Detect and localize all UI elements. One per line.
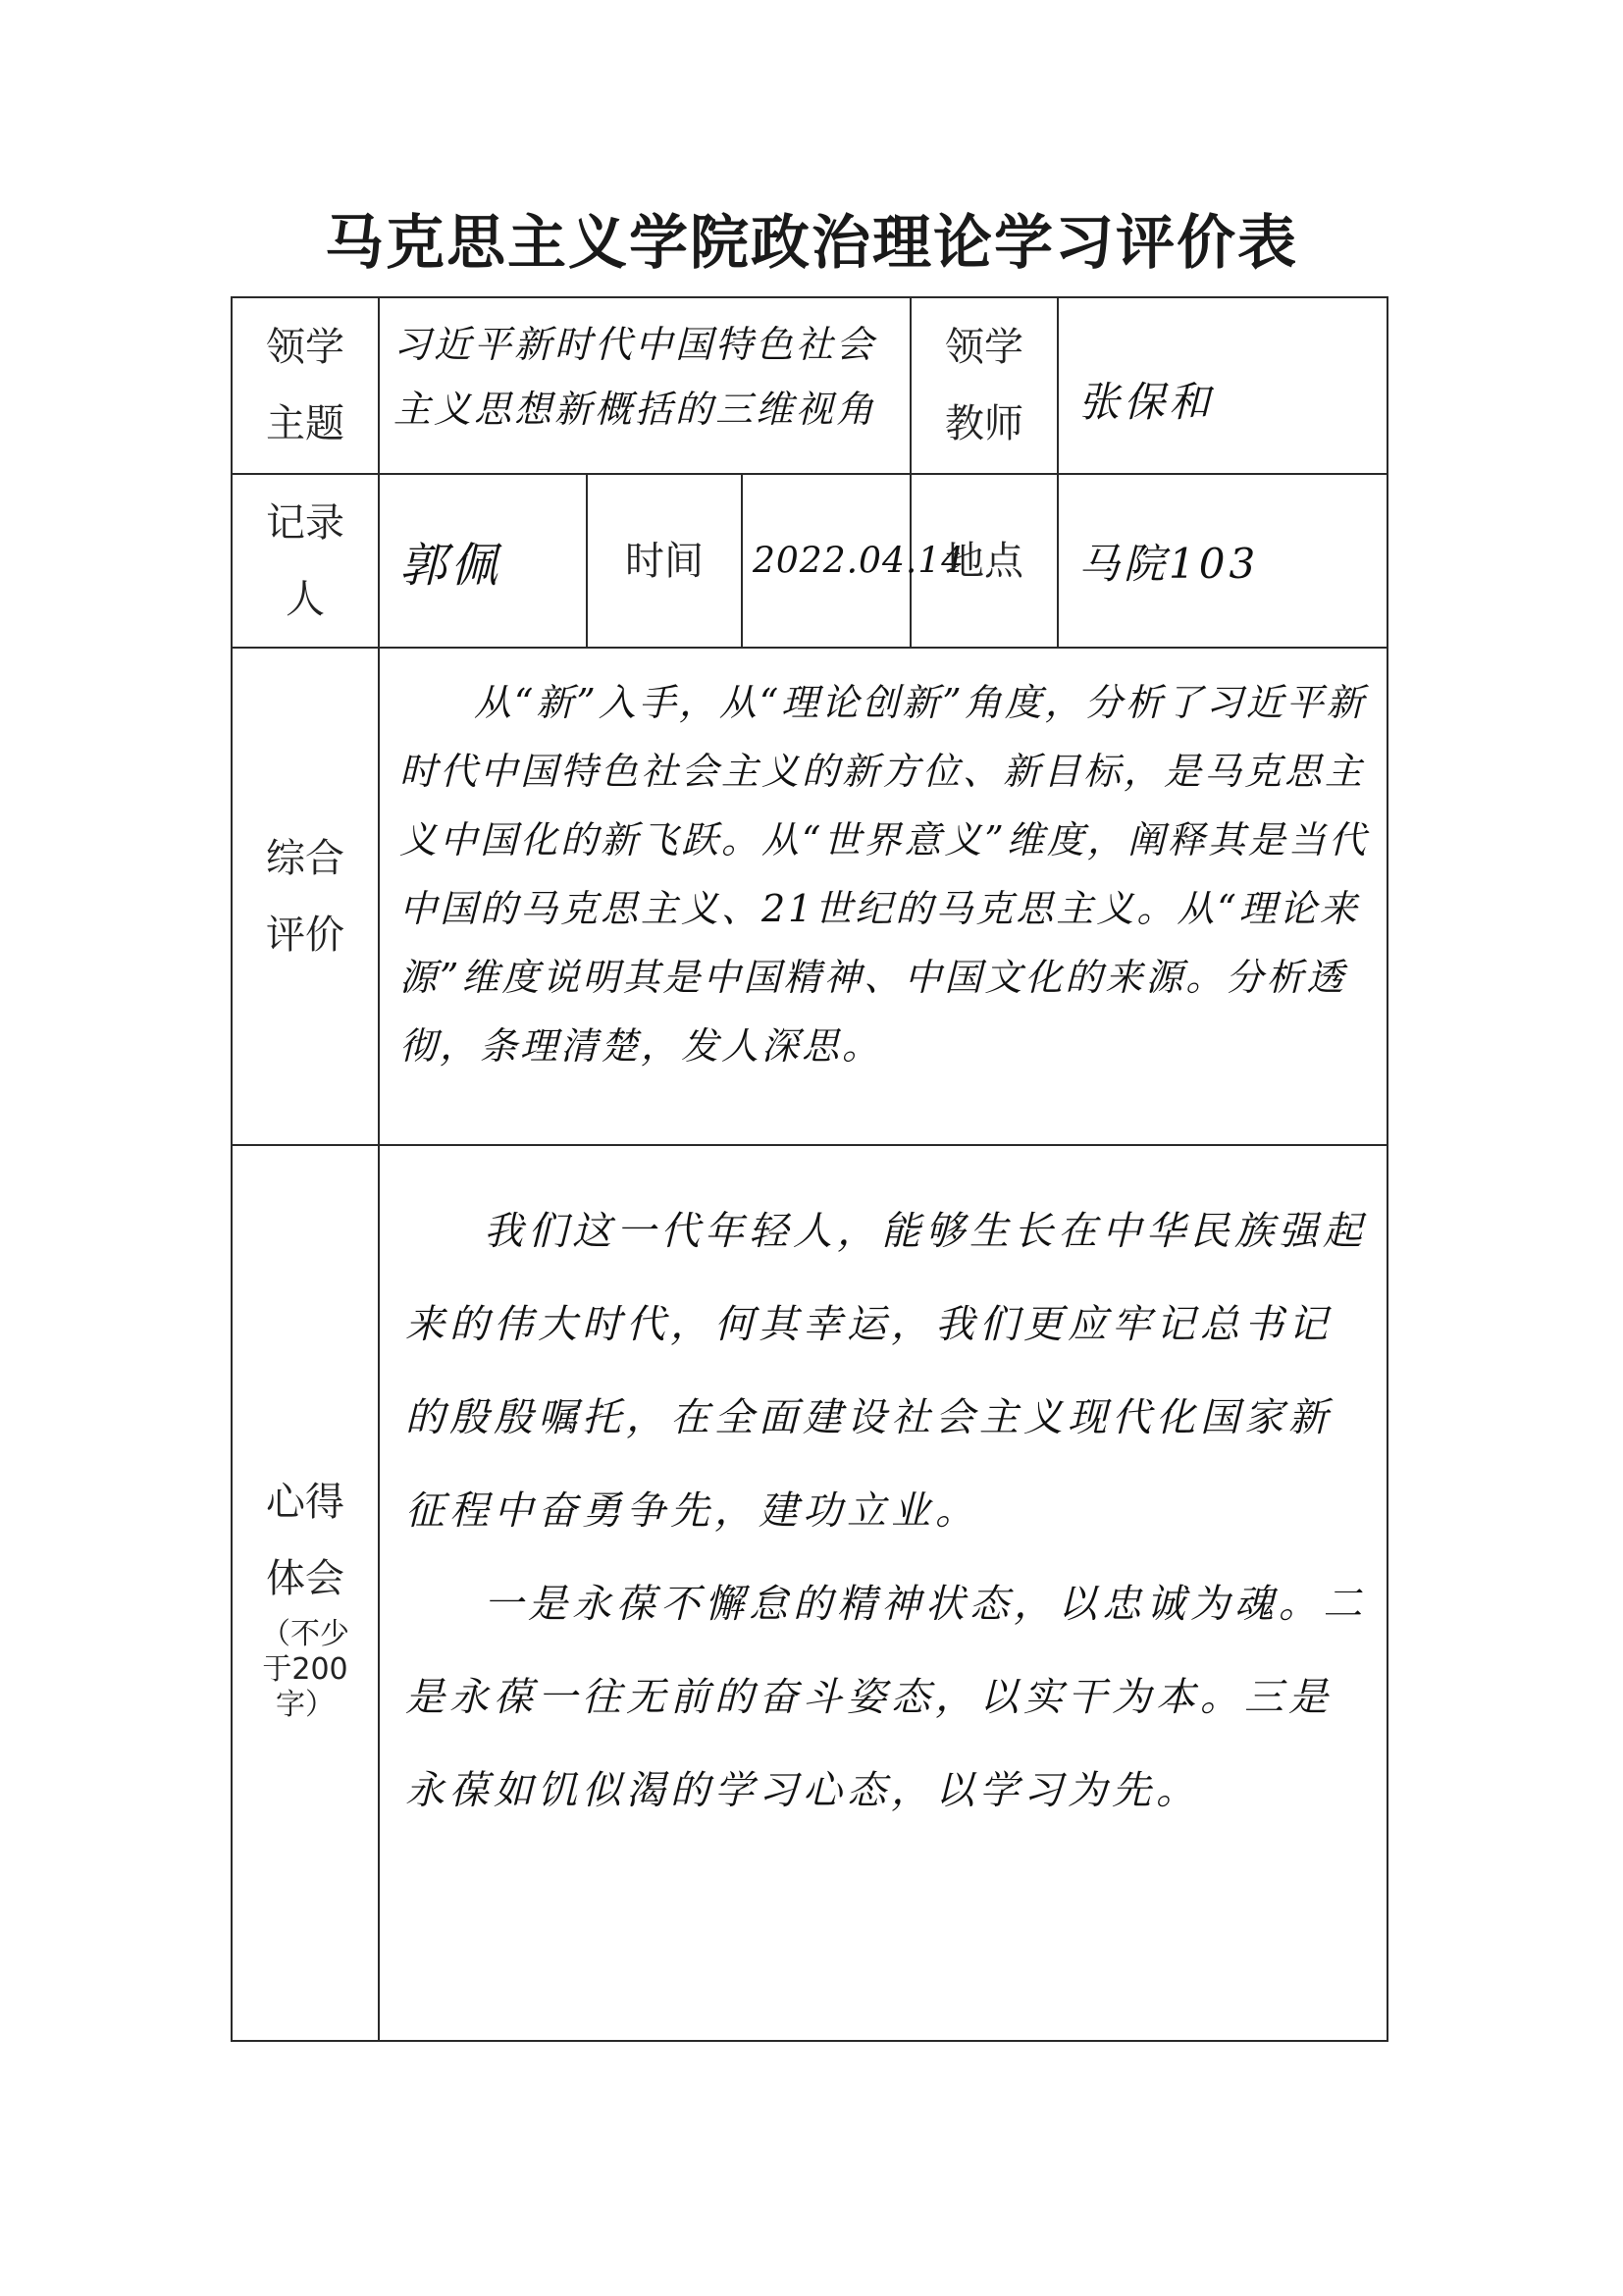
exp-note-line1: （不少 xyxy=(261,1616,349,1651)
recorder-value: 郭佩 xyxy=(399,538,502,593)
recorder-value-cell xyxy=(379,474,587,648)
theme-value: 习近平新时代中国特色社会主义思想新概括的三维视角 xyxy=(393,323,877,431)
time-label-cell xyxy=(587,474,742,648)
eval-text: 从“新”入手，从“理论创新”角度，分析了习近平新时代中国特色社会主义的新方位、新目标，是马克思主义中国化的新飞跃。从“世界意义”维度，阐释其是当代中国的马克思主义、21世纪的马克思主义。从“理论来源”维度说明其是中国精神、中国文化的来源。分析透彻，条理清楚，发人深思。 xyxy=(380,649,1387,1080)
exp-label-line1: 心得 xyxy=(266,1479,344,1525)
time-value-cell xyxy=(742,474,966,648)
theme-label-line1: 领学 xyxy=(266,325,344,370)
recorder-label-line2: 人 xyxy=(286,576,325,622)
theme-value-cell xyxy=(379,297,911,474)
exp-paragraph-1: 我们这一代年轻人，能够生长在中华民族强起来的伟大时代，何其幸运，我们更应牢记总书记的殷殷嘱托，在全面建设社会主义现代化国家新征程中奋勇争先，建功立业。 xyxy=(405,1209,1367,1534)
recorder-label-cell xyxy=(232,474,379,648)
time-label: 时间 xyxy=(625,538,704,584)
theme-label-line2: 主题 xyxy=(266,401,344,446)
teacher-label-cell xyxy=(911,297,1058,474)
eval-label-cell xyxy=(232,648,379,1145)
teacher-value: 张保和 xyxy=(1078,378,1215,427)
eval-label-line2: 评价 xyxy=(266,912,344,958)
page-title: 马克思主义学院政治理论学习评价表 xyxy=(325,209,1298,278)
theme-label-cell xyxy=(232,297,379,474)
evaluation-form xyxy=(231,296,1388,2042)
eval-value-cell xyxy=(379,648,1387,1145)
recorder-label-line1: 记录 xyxy=(266,499,344,546)
place-value-cell xyxy=(1058,474,1387,648)
exp-paragraph-2: 一是永葆不懈怠的精神状态，以忠诚为魂。二是永葆一往无前的奋斗姿态，以实干为本。三是永葆如饥似渴的学习心态，以学习为先。 xyxy=(405,1582,1367,1813)
place-label: 地点 xyxy=(945,538,1024,584)
teacher-label-line1: 领学 xyxy=(945,325,1024,370)
place-value: 马院103 xyxy=(1078,539,1260,588)
exp-note-line3: 字） xyxy=(276,1687,335,1722)
exp-value-cell xyxy=(379,1145,1387,2041)
exp-label-line2: 体会 xyxy=(266,1555,344,1601)
teacher-label-line2: 教师 xyxy=(945,401,1024,446)
place-label-cell xyxy=(911,474,1058,648)
teacher-value-cell xyxy=(1058,297,1387,474)
exp-note-line2: 于200 xyxy=(262,1651,348,1687)
exp-label-cell xyxy=(232,1145,379,2041)
eval-label-line1: 综合 xyxy=(266,835,344,881)
time-value: 2022.04.14 xyxy=(753,541,966,581)
